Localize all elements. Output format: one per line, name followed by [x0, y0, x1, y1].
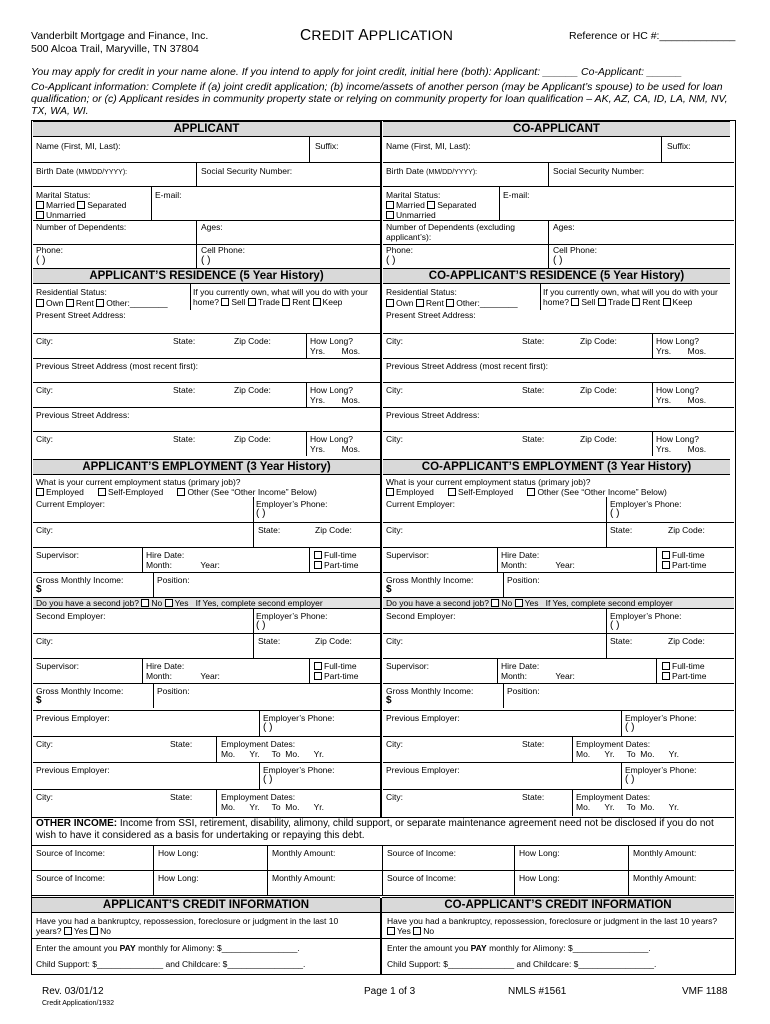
co-previous-address-label[interactable]: Previous Street Address (most recent first):: [386, 361, 549, 371]
applicant-home-plan[interactable]: If you currently own, what will you do with your home? Sell Trade Rent Keep: [193, 287, 368, 307]
applicant-employment-heading: APPLICANT’S EMPLOYMENT (3 Year History): [33, 459, 380, 475]
checkbox-icon: [90, 927, 98, 935]
applicant-name-label[interactable]: Name (First, MI, Last):: [36, 141, 121, 151]
applicant-married-option[interactable]: Married Separated: [36, 200, 126, 210]
co-phone-area: ( ): [386, 255, 396, 266]
checkbox-icon: [314, 662, 322, 670]
co-dependents-label[interactable]: Number of Dependents (excluding applicant’s):: [386, 222, 515, 242]
checkbox-icon: [386, 299, 394, 307]
applicant-residential-status-label: Residential Status:: [36, 287, 107, 297]
checkbox-icon: [177, 488, 185, 496]
checkbox-icon: [314, 561, 322, 569]
applicant-prev-city-label[interactable]: City:: [36, 739, 53, 749]
checkbox-icon: [36, 299, 44, 307]
checkbox-icon: [77, 201, 85, 209]
co-prev-city-label[interactable]: City:: [386, 739, 403, 749]
applicant-second-job-question[interactable]: Do you have a second job? No Yes If Yes, complete second employer: [36, 598, 323, 608]
co-emp-zip-label[interactable]: Zip Code:: [668, 636, 705, 646]
applicant-supervisor-label[interactable]: Supervisor:: [36, 661, 79, 671]
checkbox-icon: [165, 599, 173, 607]
applicant-cell-label[interactable]: Cell Phone:: [201, 245, 245, 255]
other-income-monthly-label[interactable]: Monthly Amount:: [272, 848, 336, 858]
checkbox-icon: [386, 201, 394, 209]
applicant-prev-state-label[interactable]: State:: [170, 739, 193, 749]
applicant-position-label[interactable]: Position:: [157, 575, 190, 585]
checkbox-icon: [416, 299, 424, 307]
checkbox-icon: [96, 299, 104, 307]
form-code: VMF 1188: [682, 986, 728, 997]
checkbox-icon: [662, 672, 670, 680]
other-income-source-label[interactable]: Source of Income:: [36, 848, 105, 858]
co-previous-address-label[interactable]: Previous Street Address:: [386, 410, 480, 420]
form-number: Credit Application/1932: [42, 1000, 114, 1007]
applicant-email-label[interactable]: E-mail:: [155, 190, 182, 200]
checkbox-icon: [663, 298, 671, 306]
checkbox-icon: [36, 211, 44, 219]
form-frame: [31, 120, 736, 975]
applicant-previous-employer-label[interactable]: Previous Employer:: [36, 713, 110, 723]
co-gross-income-label[interactable]: Gross Monthly Income: $: [386, 686, 474, 706]
checkbox-icon: [527, 488, 535, 496]
co-name-label[interactable]: Name (First, MI, Last):: [386, 141, 471, 151]
applicant-prev-dates-label[interactable]: Employment Dates: Mo. Yr. To Mo. Yr.: [221, 739, 325, 759]
checkbox-icon: [314, 672, 322, 680]
applicant-column: [33, 121, 380, 818]
co-gross-income-label[interactable]: Gross Monthly Income: $: [386, 575, 474, 595]
applicant-position-label[interactable]: Position:: [157, 686, 190, 696]
co-cell-area: ( ): [553, 255, 563, 266]
other-income-howlong-label[interactable]: How Long:: [519, 873, 560, 883]
checkbox-icon: [248, 298, 256, 306]
applicant-state-label[interactable]: State:: [173, 385, 196, 395]
checkbox-icon: [515, 599, 523, 607]
column-divider: [380, 121, 382, 818]
co-hire-label[interactable]: Hire Date: Month: Year:: [501, 550, 575, 570]
checkbox-icon: [387, 927, 395, 935]
applicant-employment-question: What is your current employment status (primary job)?: [36, 477, 241, 487]
co-emp-city-label[interactable]: City:: [386, 525, 403, 535]
co-prev-dates-label[interactable]: Employment Dates: Mo. Yr. To Mo. Yr.: [576, 739, 680, 759]
applicant-emp-zip-label[interactable]: Zip Code:: [315, 525, 352, 535]
applicant-gross-income-label[interactable]: Gross Monthly Income: $: [36, 575, 124, 595]
reference-field[interactable]: Reference or HC #:_____________: [569, 30, 736, 42]
co-hire-label[interactable]: Hire Date: Month: Year:: [501, 661, 575, 681]
applicant-bankruptcy-question[interactable]: Have you had a bankruptcy, repossession, foreclosure or judgment in the last 10 years? Yes No: [36, 916, 339, 936]
applicant-fulltime-option[interactable]: Full-time Part-time: [314, 550, 358, 570]
applicant-howlong-label[interactable]: How Long? Yrs. Mos.: [310, 385, 361, 405]
co-unmarried-option[interactable]: Unmarried: [386, 210, 436, 220]
co-residence-heading: CO-APPLICANT’S RESIDENCE (5 Year History): [383, 268, 730, 284]
checkbox-icon: [413, 927, 421, 935]
applicant-howlong-label[interactable]: How Long? Yrs. Mos.: [310, 434, 361, 454]
company-address: [31, 30, 208, 56]
page-title: CREDIT APPLICATION: [300, 27, 453, 44]
checkbox-icon: [491, 599, 499, 607]
co-city-label[interactable]: City:: [386, 336, 403, 346]
co-prev-phone-label[interactable]: Employer’s Phone: ( ): [625, 713, 697, 733]
applicant-emp-zip-label[interactable]: Zip Code:: [315, 636, 352, 646]
joint-credit-notice: You may apply for credit in your name alone. If you intend to apply for joint credit, initial here (both): Applicant: ______ Co-Applicant: ______: [31, 66, 682, 78]
co-previous-employer-label[interactable]: Previous Employer:: [386, 713, 460, 723]
checkbox-icon: [386, 211, 394, 219]
applicant-heading: APPLICANT: [33, 121, 380, 137]
other-income-monthly-label[interactable]: Monthly Amount:: [633, 873, 697, 883]
co-ages-label[interactable]: Ages:: [553, 222, 575, 232]
co-supervisor-label[interactable]: Supervisor:: [386, 661, 429, 671]
applicant-phone-area: ( ): [36, 255, 46, 266]
other-income-source-label[interactable]: Source of Income:: [387, 873, 456, 883]
applicant-employment-options[interactable]: Employed Self-Employed Other (See “Other Income” Below): [36, 487, 317, 497]
co-ssn-label[interactable]: Social Security Number:: [553, 166, 645, 176]
applicant-zip-label[interactable]: Zip Code:: [234, 385, 271, 395]
co-prev-dates-label[interactable]: Employment Dates: Mo. Yr. To Mo. Yr.: [576, 792, 680, 812]
co-howlong-label[interactable]: How Long? Yrs. Mos.: [656, 385, 707, 405]
co-child-support-field[interactable]: Child Support: $______________ and Childcare: $________________.: [387, 959, 657, 969]
checkbox-icon: [386, 488, 394, 496]
co-applicant-column: [383, 121, 730, 818]
other-income-monthly-label[interactable]: Monthly Amount:: [272, 873, 336, 883]
co-howlong-label[interactable]: How Long? Yrs. Mos.: [656, 434, 707, 454]
co-city-label[interactable]: City:: [386, 434, 403, 444]
co-position-label[interactable]: Position:: [507, 575, 540, 585]
other-income-howlong-label[interactable]: How Long:: [158, 873, 199, 883]
co-state-label[interactable]: State:: [522, 336, 545, 346]
checkbox-icon: [662, 551, 670, 559]
co-prev-state-label[interactable]: State:: [522, 792, 545, 802]
applicant-residence-heading: APPLICANT’S RESIDENCE (5 Year History): [33, 268, 380, 284]
checkbox-icon: [64, 927, 72, 935]
checkbox-icon: [36, 201, 44, 209]
co-howlong-label[interactable]: How Long? Yrs. Mos.: [656, 336, 707, 356]
checkbox-icon: [66, 299, 74, 307]
applicant-fulltime-option[interactable]: Full-time Part-time: [314, 661, 358, 681]
co-present-address-label[interactable]: Present Street Address:: [386, 310, 476, 320]
co-residential-options[interactable]: Own Rent Other:________: [386, 298, 518, 308]
company-street: 500 Alcoa Trail, Maryville, TN 37804: [31, 43, 199, 55]
applicant-supervisor-label[interactable]: Supervisor:: [36, 550, 79, 560]
applicant-emp-city-label[interactable]: City:: [36, 636, 53, 646]
applicant-residential-options[interactable]: Own Rent Other:________: [36, 298, 168, 308]
applicant-current-employer-label[interactable]: Current Employer:: [36, 499, 105, 509]
co-birth-label[interactable]: Birth Date (MM/DD/YYYY):: [386, 166, 478, 176]
co-emp-state-label[interactable]: State:: [610, 636, 633, 646]
applicant-city-label[interactable]: City:: [36, 336, 53, 346]
co-bankruptcy-question[interactable]: Have you had a bankruptcy, repossession, foreclosure or judgment in the last 10 years? Yes No: [387, 916, 718, 936]
co-position-label[interactable]: Position:: [507, 686, 540, 696]
co-suffix-label[interactable]: Suffix:: [667, 141, 691, 151]
applicant-second-employer-label[interactable]: Second Employer:: [36, 611, 106, 621]
co-prev-phone-label[interactable]: Employer’s Phone: ( ): [625, 765, 697, 785]
co-applicant-heading: CO-APPLICANT: [383, 121, 730, 137]
co-email-label[interactable]: E-mail:: [503, 190, 530, 200]
co-previous-employer-label[interactable]: Previous Employer:: [386, 765, 460, 775]
co-emp-city-label[interactable]: City:: [386, 636, 403, 646]
co-alimony-field[interactable]: Enter the amount you PAY monthly for Alimony: $________________.: [387, 943, 651, 953]
checkbox-icon: [662, 662, 670, 670]
co-employment-heading: CO-APPLICANT’S EMPLOYMENT (3 Year History): [383, 459, 730, 475]
applicant-ssn-label[interactable]: Social Security Number:: [201, 166, 293, 176]
applicant-state-label[interactable]: State:: [173, 336, 196, 346]
applicant-city-label[interactable]: City:: [36, 385, 53, 395]
applicant-prev-state-label[interactable]: State:: [170, 792, 193, 802]
applicant-howlong-label[interactable]: How Long? Yrs. Mos.: [310, 336, 361, 356]
co-marital-label: Marital Status:: [386, 190, 441, 200]
applicant-suffix-label[interactable]: Suffix:: [315, 141, 339, 151]
co-second-job-question[interactable]: Do you have a second job? No Yes If Yes, complete second employer: [386, 598, 673, 608]
co-current-employer-label[interactable]: Current Employer:: [386, 499, 455, 509]
checkbox-icon: [662, 561, 670, 569]
other-income-note: OTHER INCOME: Income from SSI, retirement, disability, alimony, child support, or separate maintenance agreement need not be disclosed if you do not wish to have it considered as a basis for undertaking or repaying this debt.: [36, 818, 714, 841]
co-employment-question: What is your current employment status (primary job)?: [386, 477, 591, 487]
applicant-alimony-field[interactable]: Enter the amount you PAY monthly for Alimony: $________________.: [36, 943, 300, 953]
co-zip-label[interactable]: Zip Code:: [580, 385, 617, 395]
co-emp-state-label[interactable]: State:: [610, 525, 633, 535]
applicant-prev-dates-label[interactable]: Employment Dates: Mo. Yr. To Mo. Yr.: [221, 792, 325, 812]
applicant-child-support-field[interactable]: Child Support: $______________ and Childcare: $________________.: [36, 959, 306, 969]
applicant-prev-phone-label[interactable]: Employer’s Phone: ( ): [263, 713, 335, 733]
applicant-birth-label[interactable]: Birth Date (MM/DD/YYYY):: [36, 166, 128, 176]
applicant-prev-city-label[interactable]: City:: [36, 792, 53, 802]
applicant-zip-label[interactable]: Zip Code:: [234, 336, 271, 346]
co-credit-heading: CO-APPLICANT’S CREDIT INFORMATION: [382, 897, 734, 913]
other-income-monthly-label[interactable]: Monthly Amount:: [633, 848, 697, 858]
co-prev-city-label[interactable]: City:: [386, 792, 403, 802]
applicant-second-phone-label[interactable]: Employer’s Phone: ( ): [256, 611, 328, 631]
other-income-howlong-label[interactable]: How Long:: [158, 848, 199, 858]
applicant-hire-label[interactable]: Hire Date: Month: Year:: [146, 661, 220, 681]
applicant-city-label[interactable]: City:: [36, 434, 53, 444]
applicant-state-label[interactable]: State:: [173, 434, 196, 444]
co-residential-status-label: Residential Status:: [386, 287, 457, 297]
other-income-howlong-label[interactable]: How Long:: [519, 848, 560, 858]
checkbox-icon: [571, 298, 579, 306]
checkbox-icon: [282, 298, 290, 306]
co-zip-label[interactable]: Zip Code:: [580, 336, 617, 346]
applicant-cell-area: ( ): [201, 255, 211, 266]
co-zip-label[interactable]: Zip Code:: [580, 434, 617, 444]
applicant-zip-label[interactable]: Zip Code:: [234, 434, 271, 444]
nmls-number: NMLS #1561: [508, 986, 567, 997]
co-cell-label[interactable]: Cell Phone:: [553, 245, 597, 255]
co-emp-zip-label[interactable]: Zip Code:: [668, 525, 705, 535]
checkbox-icon: [446, 299, 454, 307]
applicant-emp-city-label[interactable]: City:: [36, 525, 53, 535]
checkbox-icon: [314, 551, 322, 559]
co-fulltime-option[interactable]: Full-time Part-time: [662, 661, 706, 681]
applicant-prev-phone-label[interactable]: Employer’s Phone: ( ): [263, 765, 335, 785]
co-city-label[interactable]: City:: [386, 385, 403, 395]
applicant-emp-state-label[interactable]: State:: [258, 525, 281, 535]
checkbox-icon: [448, 488, 456, 496]
applicant-hire-label[interactable]: Hire Date: Month: Year:: [146, 550, 220, 570]
co-prev-state-label[interactable]: State:: [522, 739, 545, 749]
co-home-plan[interactable]: If you currently own, what will you do with your home? Sell Trade Rent Keep: [543, 287, 718, 307]
co-second-employer-label[interactable]: Second Employer:: [386, 611, 456, 621]
applicant-previous-employer-label[interactable]: Previous Employer:: [36, 765, 110, 775]
checkbox-icon: [221, 298, 229, 306]
page-number: Page 1 of 3: [364, 986, 416, 997]
checkbox-icon: [98, 488, 106, 496]
applicant-previous-address-label[interactable]: Previous Street Address (most recent first):: [36, 361, 199, 371]
checkbox-icon: [313, 298, 321, 306]
applicant-marital-label: Marital Status:: [36, 190, 91, 200]
applicant-unmarried-option[interactable]: Unmarried: [36, 210, 86, 220]
applicant-gross-income-label[interactable]: Gross Monthly Income: $: [36, 686, 124, 706]
applicant-previous-address-label[interactable]: Previous Street Address:: [36, 410, 130, 420]
applicant-credit-heading: APPLICANT’S CREDIT INFORMATION: [32, 897, 380, 913]
checkbox-icon: [427, 201, 435, 209]
checkbox-icon: [632, 298, 640, 306]
co-married-option[interactable]: Married Separated: [386, 200, 476, 210]
applicant-employer-phone-label[interactable]: Employer’s Phone: ( ): [256, 499, 328, 519]
co-state-label[interactable]: State:: [522, 385, 545, 395]
co-fulltime-option[interactable]: Full-time Part-time: [662, 550, 706, 570]
checkbox-icon: [598, 298, 606, 306]
co-second-phone-label[interactable]: Employer’s Phone: ( ): [610, 611, 682, 631]
co-supervisor-label[interactable]: Supervisor:: [386, 550, 429, 560]
co-applicant-notice: Co-Applicant information: Complete if (a) joint credit application; (b) income/assets of another person (may be Applicant’s spouse) to be used for loan qualification; or (c) Applicant resides in community property state or relying on community property for loan qualification – AK, AZ, CA, ID, LA, NM, NV, TX, WA, WI.: [31, 81, 728, 117]
co-employer-phone-label[interactable]: Employer’s Phone: ( ): [610, 499, 682, 519]
co-state-label[interactable]: State:: [522, 434, 545, 444]
applicant-emp-state-label[interactable]: State:: [258, 636, 281, 646]
applicant-phone-label[interactable]: Phone:: [36, 245, 63, 255]
applicant-present-address-label[interactable]: Present Street Address:: [36, 310, 126, 320]
checkbox-icon: [36, 488, 44, 496]
company-name: Vanderbilt Mortgage and Finance, Inc.: [31, 30, 209, 42]
revision-date: Rev. 03/01/12: [42, 986, 104, 997]
co-employment-options[interactable]: Employed Self-Employed Other (See “Other Income” Below): [386, 487, 667, 497]
co-phone-label[interactable]: Phone:: [386, 245, 413, 255]
checkbox-icon: [141, 599, 149, 607]
other-income-source-label[interactable]: Source of Income:: [36, 873, 105, 883]
other-income-source-label[interactable]: Source of Income:: [387, 848, 456, 858]
applicant-dependents-label[interactable]: Number of Dependents:: [36, 222, 127, 232]
applicant-ages-label[interactable]: Ages:: [201, 222, 223, 232]
